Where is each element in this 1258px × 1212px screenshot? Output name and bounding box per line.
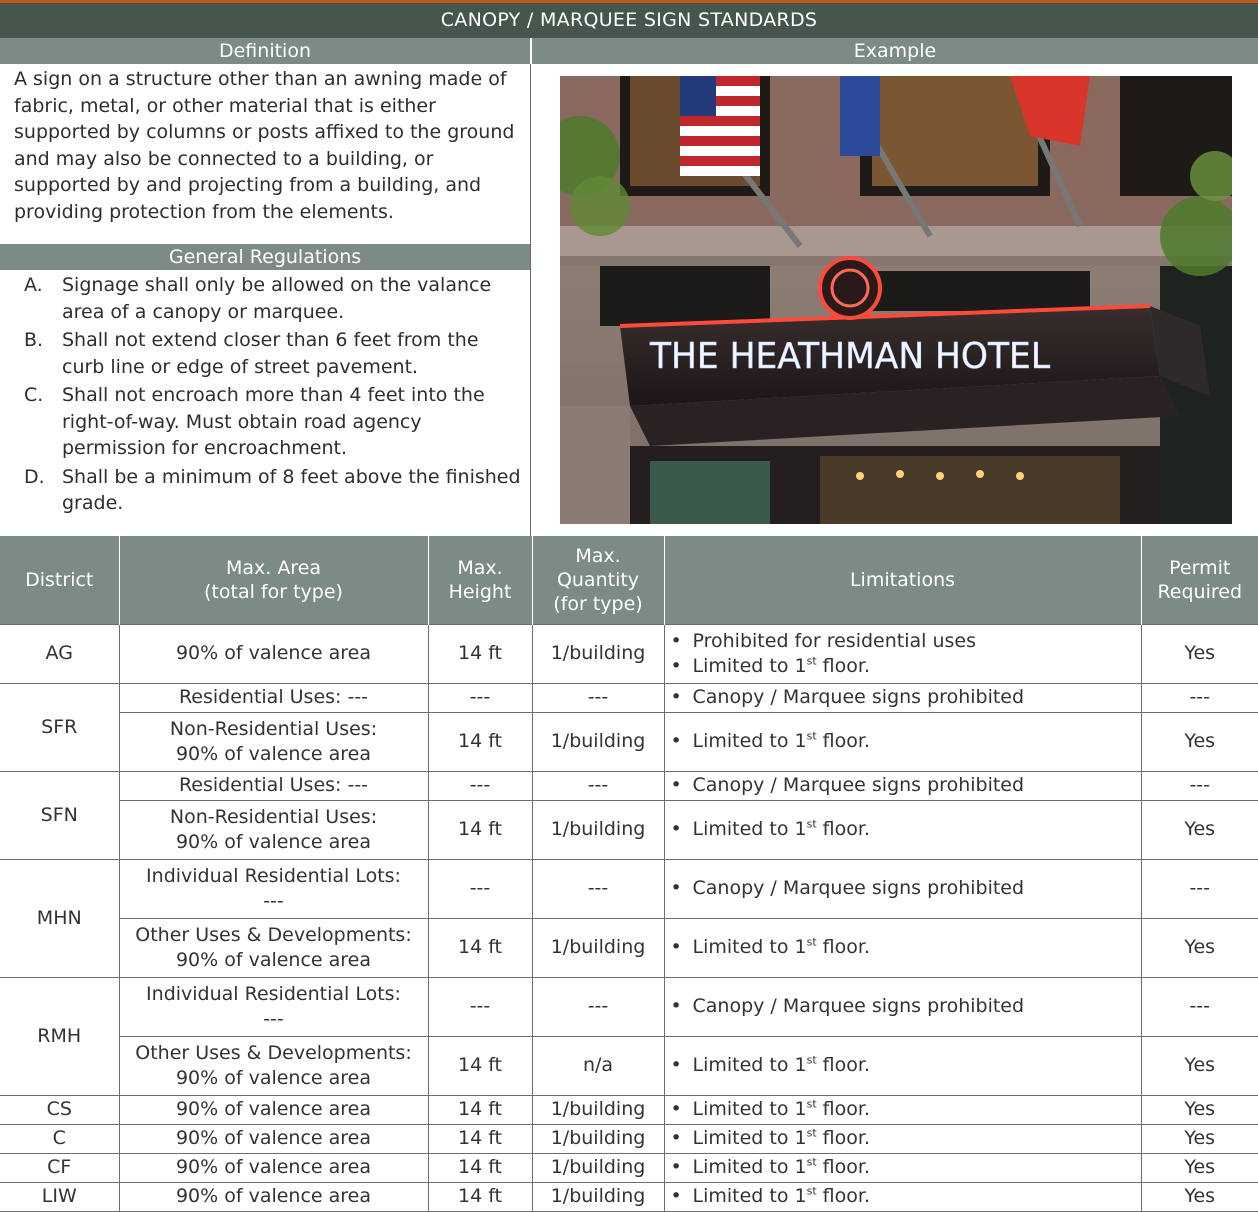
- definition-heading: Definition: [0, 38, 531, 64]
- quantity-cell: ---: [532, 977, 664, 1036]
- regulation-text: Signage shall only be allowed on the valance area of a canopy or marquee.: [62, 274, 492, 323]
- column-header-district: District: [0, 536, 119, 624]
- hotel-marquee-illustration: [560, 76, 1232, 524]
- limitations-cell: • Limited to 1st floor.: [664, 1036, 1141, 1095]
- regulation-item: [24, 272, 524, 325]
- table-row: [0, 771, 1258, 800]
- height-cell: ---: [428, 771, 532, 800]
- permit-cell: Yes: [1141, 1153, 1258, 1182]
- height-cell: ---: [428, 683, 532, 712]
- column-header-permit-required: Permit Required: [1141, 536, 1258, 624]
- limitations-cell: • Canopy / Marquee signs prohibited: [664, 683, 1141, 712]
- regulation-letter: B.: [24, 329, 44, 351]
- quantity-cell: 1/building: [532, 1124, 664, 1153]
- limitations-cell: • Canopy / Marquee signs prohibited: [664, 977, 1141, 1036]
- quantity-cell: 1/building: [532, 1095, 664, 1124]
- limitations-cell: • Limited to 1st floor.: [664, 1095, 1141, 1124]
- area-cell: 90% of valence area: [119, 1153, 428, 1182]
- table-row: [0, 1095, 1258, 1124]
- regulation-item: [24, 464, 524, 517]
- example-photo: [560, 76, 1232, 524]
- limitations-cell: • Canopy / Marquee signs prohibited: [664, 859, 1141, 918]
- table-row: [0, 1124, 1258, 1153]
- height-cell: 14 ft: [428, 918, 532, 977]
- table-header-row: [0, 536, 1258, 624]
- regulation-text: Shall be a minimum of 8 feet above the finished grade.: [62, 465, 521, 514]
- definition-text: A sign on a structure other than an awning made of fabric, metal, or other material that is either supported by columns or posts affixed to the ground and may also be connected to a building, or supported by and projecting from a building, and providing protection from the elements.: [14, 68, 515, 223]
- quantity-cell: 1/building: [532, 1182, 664, 1211]
- area-cell: Other Uses & Developments: 90% of valence area: [119, 918, 428, 977]
- quantity-cell: ---: [532, 859, 664, 918]
- limitations-cell: • Prohibited for residential uses • Limited to 1st floor.: [664, 624, 1141, 683]
- marquee-sign-text: THE HEATHMAN HOTEL: [649, 336, 1050, 377]
- district-cell: SFN: [0, 771, 119, 859]
- permit-cell: Yes: [1141, 1182, 1258, 1211]
- height-cell: 14 ft: [428, 800, 532, 859]
- height-cell: 14 ft: [428, 1182, 532, 1211]
- height-cell: 14 ft: [428, 1153, 532, 1182]
- quantity-cell: 1/building: [532, 918, 664, 977]
- district-cell: SFR: [0, 683, 119, 771]
- regulation-text: Shall not extend closer than 6 feet from the curb line or edge of street pavement.: [62, 329, 479, 378]
- permit-cell: Yes: [1141, 1124, 1258, 1153]
- height-cell: 14 ft: [428, 712, 532, 771]
- district-standards-table: [0, 536, 1258, 1212]
- area-cell: 90% of valence area: [119, 1124, 428, 1153]
- permit-cell: Yes: [1141, 1036, 1258, 1095]
- table-row: [0, 859, 1258, 918]
- quantity-cell: 1/building: [532, 800, 664, 859]
- area-cell: Non-Residential Uses: 90% of valence area: [119, 800, 428, 859]
- table-row: [0, 1036, 1258, 1095]
- district-cell: CS: [0, 1095, 119, 1124]
- regulation-letter: A.: [24, 274, 43, 296]
- column-header-max-height: Max. Height: [428, 536, 532, 624]
- district-cell: AG: [0, 624, 119, 683]
- quantity-cell: n/a: [532, 1036, 664, 1095]
- permit-cell: Yes: [1141, 1095, 1258, 1124]
- quantity-cell: 1/building: [532, 1153, 664, 1182]
- height-cell: 14 ft: [428, 1036, 532, 1095]
- height-cell: 14 ft: [428, 624, 532, 683]
- height-cell: ---: [428, 977, 532, 1036]
- definition-panel: [0, 64, 531, 536]
- limitations-cell: • Limited to 1st floor.: [664, 1124, 1141, 1153]
- permit-cell: ---: [1141, 977, 1258, 1036]
- area-cell: 90% of valence area: [119, 1182, 428, 1211]
- quantity-cell: ---: [532, 771, 664, 800]
- column-header-max-quantity: Max. Quantity (for type): [532, 536, 664, 624]
- limitations-cell: • Canopy / Marquee signs prohibited: [664, 771, 1141, 800]
- quantity-cell: ---: [532, 683, 664, 712]
- regulation-item: [24, 382, 524, 462]
- area-cell: Individual Residential Lots: ---: [119, 977, 428, 1036]
- example-heading: Example: [532, 38, 1258, 64]
- district-cell: C: [0, 1124, 119, 1153]
- district-cell: LIW: [0, 1182, 119, 1211]
- regulations-list: [24, 272, 524, 519]
- table-row: [0, 800, 1258, 859]
- permit-cell: ---: [1141, 859, 1258, 918]
- height-cell: 14 ft: [428, 1095, 532, 1124]
- area-cell: Other Uses & Developments: 90% of valence area: [119, 1036, 428, 1095]
- area-cell: Non-Residential Uses: 90% of valence area: [119, 712, 428, 771]
- area-cell: Individual Residential Lots: ---: [119, 859, 428, 918]
- table-row: [0, 683, 1258, 712]
- district-cell: MHN: [0, 859, 119, 977]
- table-row: [0, 918, 1258, 977]
- limitations-cell: • Limited to 1st floor.: [664, 1182, 1141, 1211]
- area-cell: 90% of valence area: [119, 1095, 428, 1124]
- district-cell: RMH: [0, 977, 119, 1095]
- permit-cell: ---: [1141, 771, 1258, 800]
- height-cell: 14 ft: [428, 1124, 532, 1153]
- area-cell: Residential Uses: ---: [119, 683, 428, 712]
- permit-cell: Yes: [1141, 800, 1258, 859]
- permit-cell: Yes: [1141, 918, 1258, 977]
- height-cell: ---: [428, 859, 532, 918]
- regulation-letter: D.: [24, 465, 45, 488]
- regulation-item: [24, 327, 524, 380]
- table-row: [0, 1182, 1258, 1211]
- limitations-cell: • Limited to 1st floor.: [664, 918, 1141, 977]
- regulation-text: Shall not encroach more than 4 feet into the right-of-way. Must obtain road agency permission for encroachment.: [62, 384, 485, 459]
- permit-cell: Yes: [1141, 712, 1258, 771]
- area-cell: 90% of valence area: [119, 624, 428, 683]
- district-cell: CF: [0, 1153, 119, 1182]
- limitations-cell: • Limited to 1st floor.: [664, 1153, 1141, 1182]
- table-row: [0, 977, 1258, 1036]
- flag-us: [680, 76, 760, 176]
- column-header-max-area: Max. Area (total for type): [119, 536, 428, 624]
- column-header-limitations: Limitations: [664, 536, 1141, 624]
- table-row: [0, 1153, 1258, 1182]
- page-title: CANOPY / MARQUEE SIGN STANDARDS: [0, 0, 1258, 38]
- area-cell: Residential Uses: ---: [119, 771, 428, 800]
- table-row: [0, 712, 1258, 771]
- regulation-letter: C.: [24, 384, 44, 406]
- limitations-cell: • Limited to 1st floor.: [664, 712, 1141, 771]
- quantity-cell: 1/building: [532, 624, 664, 683]
- general-regulations-heading: General Regulations: [0, 244, 530, 270]
- table-row: [0, 624, 1258, 683]
- permit-cell: ---: [1141, 683, 1258, 712]
- limitations-cell: • Limited to 1st floor.: [664, 800, 1141, 859]
- permit-cell: Yes: [1141, 624, 1258, 683]
- quantity-cell: 1/building: [532, 712, 664, 771]
